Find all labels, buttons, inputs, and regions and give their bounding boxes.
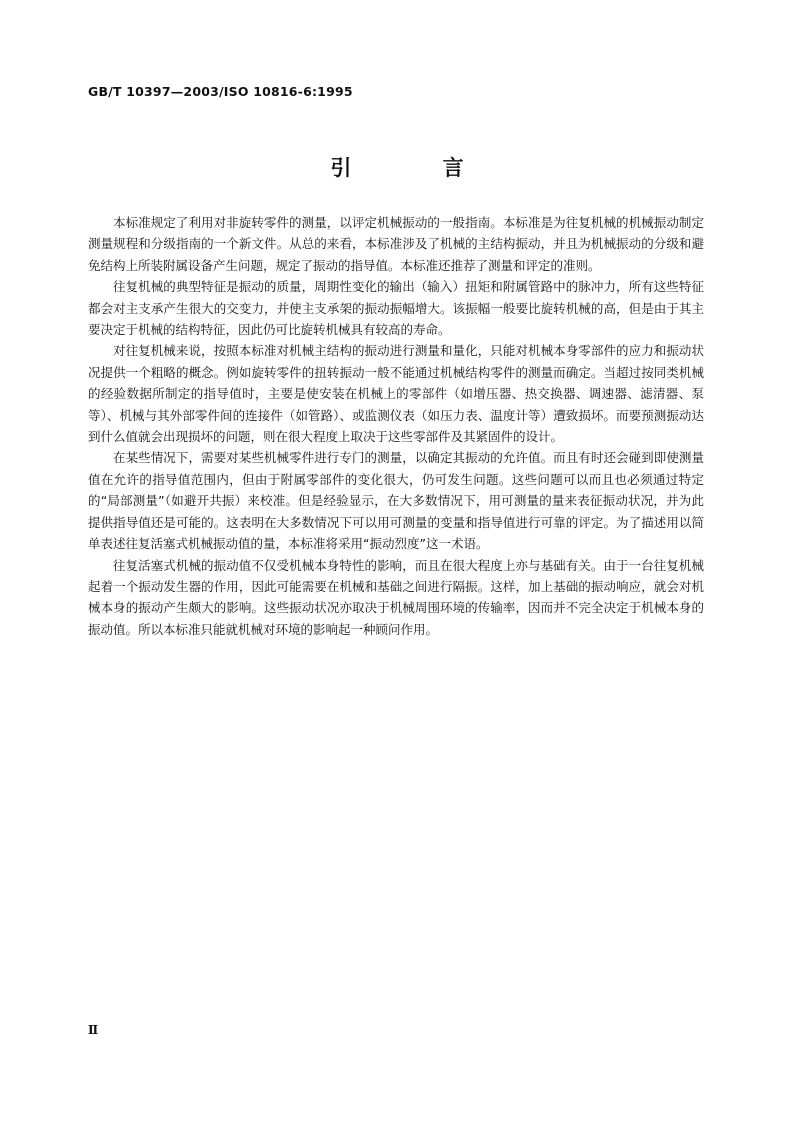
page-title: 引 言 bbox=[330, 156, 506, 180]
page-number: Ⅱ bbox=[88, 1023, 99, 1037]
paragraph-2: 往复机械的典型特征是振动的质量，周期性变化的输出（输入）扭矩和附属管路中的脉冲力，所有这些特征都会对主支承产生很大的交变力，并使主支承架的振动振幅增大。该振幅一般要比旋转机械的高，但是由于其主要决定于机械的结构特征，因此仍可比旋转机械具有较高的寿命。 bbox=[88, 279, 704, 338]
paragraph-5: 往复活塞式机械的振动值不仅受机械本身特性的影响，而且在很大程度上亦与基础有关。由于一台往复机械起着一个振动发生器的作用，因此可能需要在机械和基础之间进行隔振。这样，加上基础的振动响应，就会对机械本身的振动产生颇大的影响。这些振动状况亦取决于机械周围环境的传输率，因而并不完全决定于机械本身的振动值。所以本标准只能就机械对环境的影响起一种顾问作用。 bbox=[88, 557, 704, 637]
paragraph-4: 在某些情况下，需要对某些机械零件进行专门的测量，以确定其振动的允许值。而且有时还会碰到即使测量值在允许的指导值范围内，但由于附属零部件的变化很大，仍可发生问题。这些问题可以而且也必须通过特定的“局部测量”（如避开共振）来校准。但是经验显示，在大多数情况下，用可测量的量来表征振动状况，并为此提供指导值还是可能的。这表明在大多数情况下可以用可测量的变量和指导值进行可靠的评定。为了描述用以简单表述往复活塞式机械振动值的量，本标准将采用“振动烈度”这一术语。 bbox=[88, 450, 704, 552]
paragraph-1: 本标准规定了利用对非旋转零件的测量，以评定机械振动的一般指南。本标准是为往复机械的机械振动制定测量规程和分级指南的一个新文件。从总的来看，本标准涉及了机械的主结构振动，并且为机械振动的分级和避免结构上所装附属设备产生问题，规定了振动的指导值。本标准还推荐了测量和评定的准则。 bbox=[88, 215, 704, 273]
document-body bbox=[88, 212, 704, 640]
paragraph-3: 对往复机械来说，按照本标准对机械主结构的振动进行测量和量化，只能对机械本身零部件的应力和振动状况提供一个粗略的概念。例如旋转零件的扭转振动一般不能通过机械结构零件的测量而确定。当超过按同类机械的经验数据所制定的指导值时，主要是使安装在机械上的零部件（如增压器、热交换器、调速器、滤清器、泵等）、机械与其外部零件间的连接件（如管路）、或监测仪表（如压力表、温度计等）遭致损坏。而要预测振动达到什么值就会出现损坏的问题，则在很大程度上取决于这些零部件及其紧固件的设计。 bbox=[88, 343, 704, 445]
standard-number-header: GB/T 10397—2003/ISO 10816-6:1995 bbox=[88, 84, 353, 99]
